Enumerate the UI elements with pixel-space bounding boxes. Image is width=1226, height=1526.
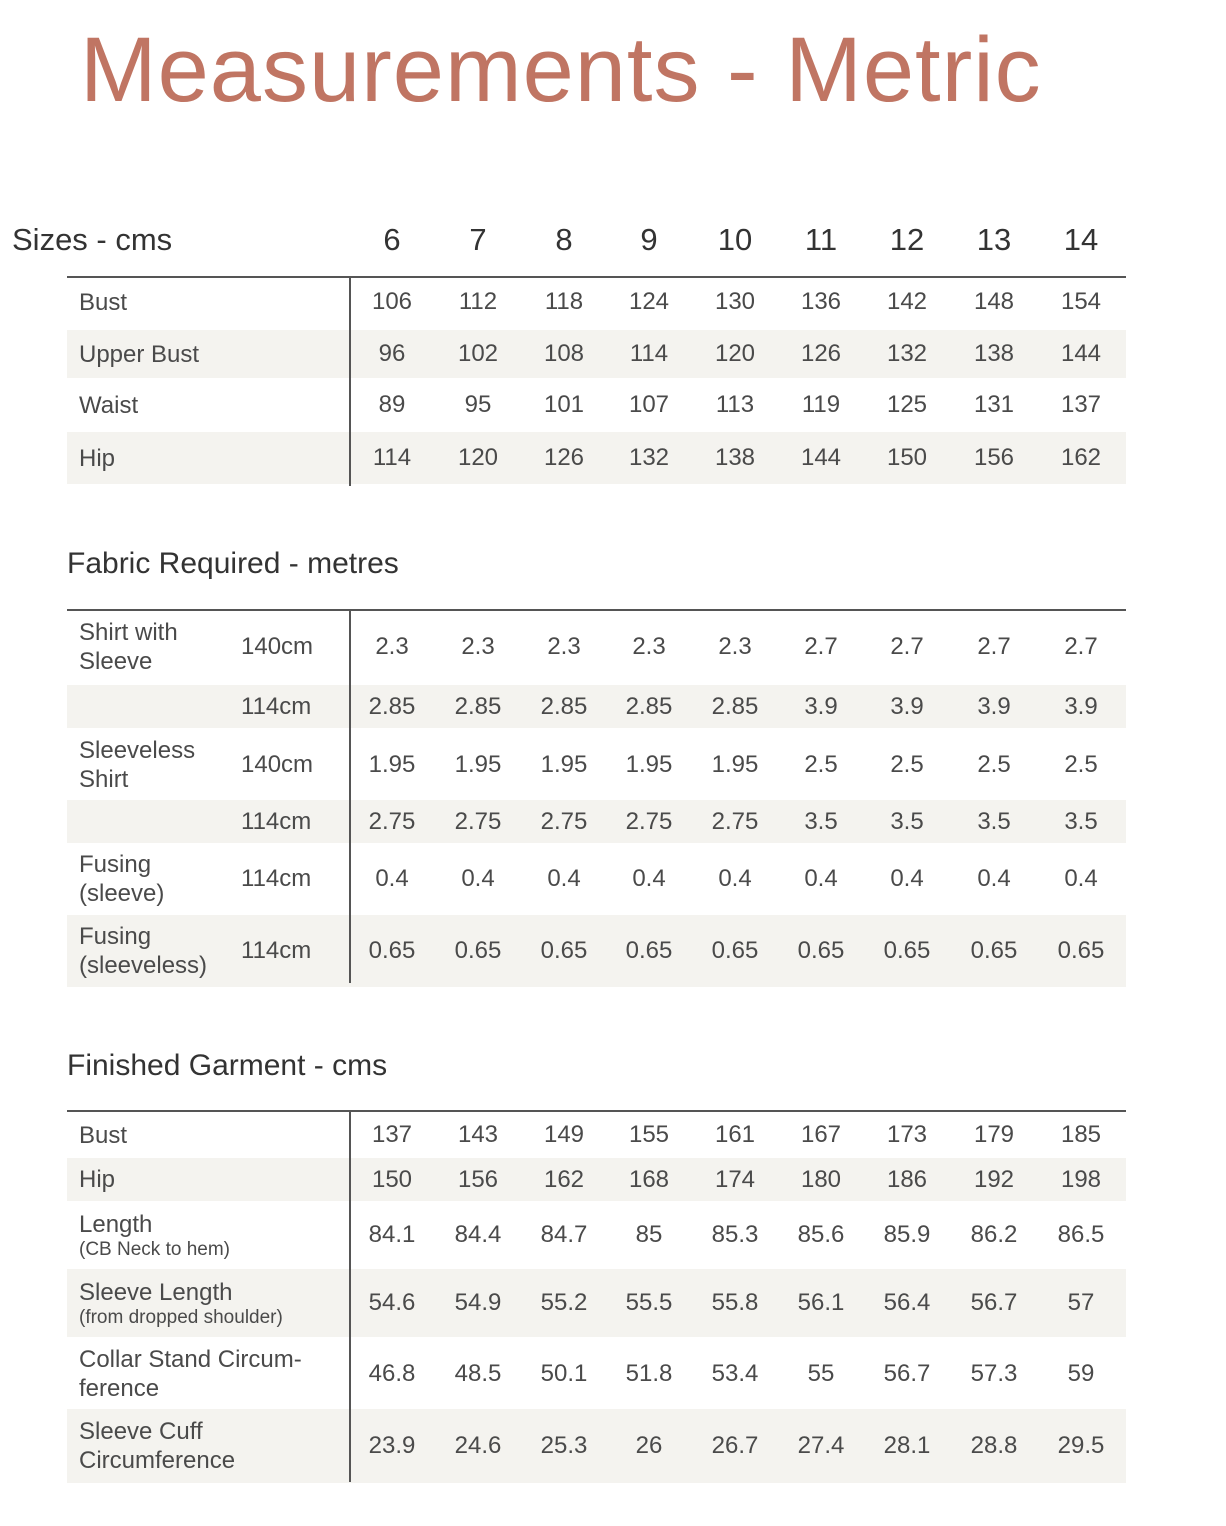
table-cell: 2.3	[461, 633, 495, 660]
table-cell: 0.4	[632, 865, 666, 892]
row-label: Fusing (sleeve)	[79, 851, 165, 907]
table-cell: 2.85	[711, 692, 759, 720]
table-cell: 130	[714, 288, 756, 315]
table-cell: 186	[886, 1165, 928, 1193]
table-cell: 56.7	[970, 1289, 1018, 1316]
table-cell: 192	[973, 1165, 1015, 1193]
table-cell: 54.6	[368, 1289, 416, 1316]
fabric-width: 140cm	[241, 751, 314, 778]
table-cell: 1.95	[625, 751, 673, 778]
table-cell: 144	[800, 444, 842, 471]
table-cell: 150	[886, 444, 928, 471]
table-cell: 0.65	[454, 937, 502, 964]
fabric-width: 114cm	[241, 865, 312, 892]
size-header: 10	[717, 222, 753, 257]
fabric-width: 114cm	[241, 692, 312, 720]
table-row	[67, 915, 1126, 987]
table-cell: 2.5	[804, 751, 838, 778]
table-cell: 26.7	[711, 1432, 759, 1459]
table-cell: 0.65	[368, 937, 416, 964]
table-cell: 56.4	[883, 1289, 931, 1316]
table-cell: 28.1	[883, 1432, 931, 1459]
table-cell: 2.75	[711, 807, 759, 835]
table-cell: 2.75	[625, 807, 673, 835]
table-cell: 86.5	[1057, 1221, 1105, 1248]
table-cell: 85.9	[883, 1221, 931, 1248]
table-cell: 126	[543, 444, 585, 471]
table-cell: 162	[543, 1165, 585, 1193]
table-row	[67, 1158, 1126, 1201]
table-cell: 114	[629, 340, 669, 367]
fabric-width: 114cm	[241, 937, 312, 964]
fabric-width: 140cm	[241, 633, 314, 660]
table-cell: 0.4	[890, 865, 924, 892]
size-header: 13	[976, 222, 1012, 257]
table-cell: 55.2	[540, 1289, 588, 1316]
table-cell: 0.65	[1057, 937, 1105, 964]
table-cell: 85	[635, 1221, 663, 1248]
table-cell: 143	[457, 1121, 499, 1148]
finished-section-title: Finished Garment - cms	[67, 1049, 388, 1082]
table-cell: 120	[714, 340, 756, 367]
table-cell: 2.7	[804, 633, 838, 660]
table-cell: 2.7	[1064, 633, 1098, 660]
table-cell: 55	[807, 1360, 835, 1387]
table-cell: 173	[886, 1121, 928, 1148]
table-cell: 48.5	[454, 1360, 502, 1387]
table-cell: 51.8	[625, 1360, 673, 1387]
table-cell: 156	[457, 1165, 499, 1193]
table-row	[67, 844, 1126, 914]
table-cell: 2.3	[375, 633, 409, 660]
table-cell: 2.85	[368, 692, 416, 720]
table-cell: 2.3	[718, 633, 752, 660]
table-cell: 0.4	[804, 865, 838, 892]
table-cell: 3.9	[804, 692, 838, 720]
row-label: Waist	[79, 391, 139, 419]
row-label: Bust	[79, 1121, 128, 1149]
table-row	[67, 330, 1126, 378]
table-cell: 161	[714, 1121, 756, 1148]
table-cell: 3.5	[804, 807, 838, 835]
size-header: 12	[889, 222, 925, 257]
table-cell: 0.4	[718, 865, 752, 892]
table-cell: 53.4	[711, 1360, 759, 1387]
table-cell: 0.65	[797, 937, 845, 964]
table-cell: 142	[886, 288, 928, 315]
row-label: Sleeveless Shirt	[79, 737, 196, 793]
row-label: Upper Bust	[79, 340, 200, 368]
table-cell: 0.65	[625, 937, 673, 964]
table-cell: 114	[372, 444, 412, 471]
table-cell: 156	[973, 444, 1015, 471]
table-cell: 0.65	[711, 937, 759, 964]
table-cell: 0.65	[970, 937, 1018, 964]
table-cell: 27.4	[797, 1432, 845, 1459]
table-cell: 108	[543, 340, 585, 367]
size-header: 9	[640, 222, 658, 257]
table-cell: 1.95	[454, 751, 502, 778]
table-row	[67, 1201, 1126, 1269]
table-cell: 2.3	[547, 633, 581, 660]
row-label: Sleeve Cuff Circumference	[79, 1418, 236, 1474]
table-cell: 137	[1060, 391, 1102, 418]
table-cell: 179	[973, 1121, 1015, 1148]
table-cell: 101	[543, 391, 585, 418]
table-cell: 168	[628, 1165, 670, 1193]
table-cell: 28.8	[970, 1432, 1018, 1459]
table-cell: 2.7	[977, 633, 1011, 660]
table-cell: 46.8	[368, 1360, 416, 1387]
table-cell: 126	[800, 340, 842, 367]
table-cell: 29.5	[1057, 1432, 1105, 1459]
table-cell: 0.65	[540, 937, 588, 964]
table-row	[67, 685, 1126, 728]
table-cell: 174	[714, 1165, 756, 1193]
table-cell: 162	[1060, 444, 1102, 471]
table-cell: 2.85	[625, 692, 673, 720]
table-cell: 154	[1060, 288, 1102, 315]
table-cell: 3.9	[1064, 692, 1098, 720]
row-label: Hip	[79, 444, 116, 472]
table-cell: 112	[458, 288, 498, 315]
table-cell: 23.9	[368, 1432, 416, 1459]
table-cell: 2.75	[368, 807, 416, 835]
table-cell: 2.75	[454, 807, 502, 835]
table-cell: 167	[800, 1121, 842, 1148]
table-cell: 119	[801, 391, 841, 418]
table-cell: 2.85	[454, 692, 502, 720]
table-cell: 148	[973, 288, 1015, 315]
table-cell: 132	[886, 340, 928, 367]
table-cell: 2.5	[890, 751, 924, 778]
table-cell: 180	[800, 1165, 842, 1193]
table-cell: 24.6	[454, 1432, 502, 1459]
table-cell: 25.3	[540, 1432, 588, 1459]
size-header: 7	[469, 222, 487, 257]
table-cell: 131	[973, 391, 1015, 418]
row-label: Shirt with Sleeve	[79, 619, 178, 675]
fabric-width: 114cm	[241, 807, 312, 835]
table-cell: 2.5	[1064, 751, 1098, 778]
table-cell: 2.7	[890, 633, 924, 660]
table-cell: 57	[1067, 1289, 1095, 1316]
sizes-body	[67, 276, 1126, 486]
column-divider	[349, 1112, 351, 1482]
table-cell: 107	[628, 391, 670, 418]
finished-table	[67, 1110, 1126, 1483]
table-cell: 56.7	[883, 1360, 931, 1387]
table-cell: 106	[371, 288, 413, 315]
table-cell: 2.75	[540, 807, 588, 835]
table-cell: 96	[378, 340, 406, 367]
table-cell: 198	[1060, 1165, 1102, 1193]
table-cell: 1.95	[540, 751, 588, 778]
size-header: 14	[1063, 222, 1099, 257]
table-cell: 124	[628, 288, 670, 315]
table-row	[67, 730, 1126, 800]
table-cell: 1.95	[711, 751, 759, 778]
size-header: 8	[555, 222, 573, 257]
table-cell: 84.4	[454, 1221, 502, 1248]
table-cell: 95	[464, 391, 492, 418]
table-cell: 3.9	[977, 692, 1011, 720]
table-cell: 113	[715, 391, 755, 418]
table-cell: 102	[457, 340, 499, 367]
table-cell: 3.5	[977, 807, 1011, 835]
table-row	[67, 611, 1126, 683]
column-divider	[349, 278, 351, 486]
table-cell: 149	[543, 1121, 585, 1148]
table-cell: 138	[714, 444, 756, 471]
table-cell: 185	[1060, 1121, 1102, 1148]
table-cell: 118	[544, 288, 584, 315]
table-row	[67, 800, 1126, 843]
table-cell: 155	[628, 1121, 670, 1148]
table-row	[67, 1269, 1126, 1337]
row-label: Hip	[79, 1166, 116, 1193]
table-cell: 54.9	[454, 1289, 502, 1316]
table-cell: 84.7	[540, 1221, 588, 1248]
table-cell: 137	[371, 1121, 413, 1148]
table-cell: 3.5	[1064, 807, 1098, 835]
table-cell: 59	[1067, 1360, 1095, 1387]
table-cell: 0.4	[461, 865, 495, 892]
table-row	[67, 278, 1126, 326]
table-cell: 55.5	[625, 1289, 673, 1316]
table-cell: 86.2	[970, 1221, 1018, 1248]
row-label: Sleeve Length (from dropped shoulder)	[79, 1278, 283, 1328]
table-cell: 84.1	[368, 1221, 416, 1248]
table-cell: 85.6	[797, 1221, 845, 1248]
table-row	[67, 380, 1126, 430]
fabric-table	[67, 609, 1126, 987]
page-title: Measurements - Metric	[80, 19, 1042, 121]
table-cell: 85.3	[711, 1221, 759, 1248]
table-cell: 89	[378, 391, 406, 418]
table-cell: 50.1	[540, 1360, 588, 1387]
table-cell: 144	[1060, 340, 1102, 367]
table-cell: 26	[635, 1432, 663, 1459]
row-label: Bust	[79, 288, 128, 316]
table-cell: 0.4	[977, 865, 1011, 892]
table-row	[67, 1409, 1126, 1483]
table-row	[67, 432, 1126, 484]
table-cell: 125	[886, 391, 928, 418]
table-cell: 138	[973, 340, 1015, 367]
row-label: Collar Stand Circum- ference	[79, 1346, 302, 1402]
table-cell: 55.8	[711, 1289, 759, 1316]
table-cell: 57.3	[970, 1360, 1018, 1387]
table-cell: 3.9	[890, 692, 924, 720]
table-cell: 56.1	[797, 1289, 845, 1316]
table-cell: 1.95	[368, 751, 416, 778]
table-cell: 2.3	[632, 633, 666, 660]
column-divider	[349, 611, 351, 983]
table-cell: 0.4	[375, 865, 409, 892]
size-header: 6	[383, 222, 401, 257]
row-label: Fusing (sleeveless)	[79, 923, 208, 979]
sizes-header-label: Sizes - cms	[12, 222, 173, 257]
table-cell: 3.5	[890, 807, 924, 835]
table-cell: 0.4	[547, 865, 581, 892]
size-header: 11	[804, 222, 838, 257]
table-cell: 150	[371, 1165, 413, 1193]
fabric-section-title: Fabric Required - metres	[67, 547, 399, 580]
table-cell: 120	[457, 444, 499, 471]
table-row	[67, 1112, 1126, 1158]
table-cell: 132	[628, 444, 670, 471]
table-cell: 0.4	[1064, 865, 1098, 892]
table-cell: 0.65	[883, 937, 931, 964]
table-cell: 2.5	[977, 751, 1011, 778]
row-label: Length (CB Neck to hem)	[79, 1210, 230, 1260]
table-cell: 2.85	[540, 692, 588, 720]
table-row	[67, 1339, 1126, 1409]
table-cell: 136	[800, 288, 842, 315]
